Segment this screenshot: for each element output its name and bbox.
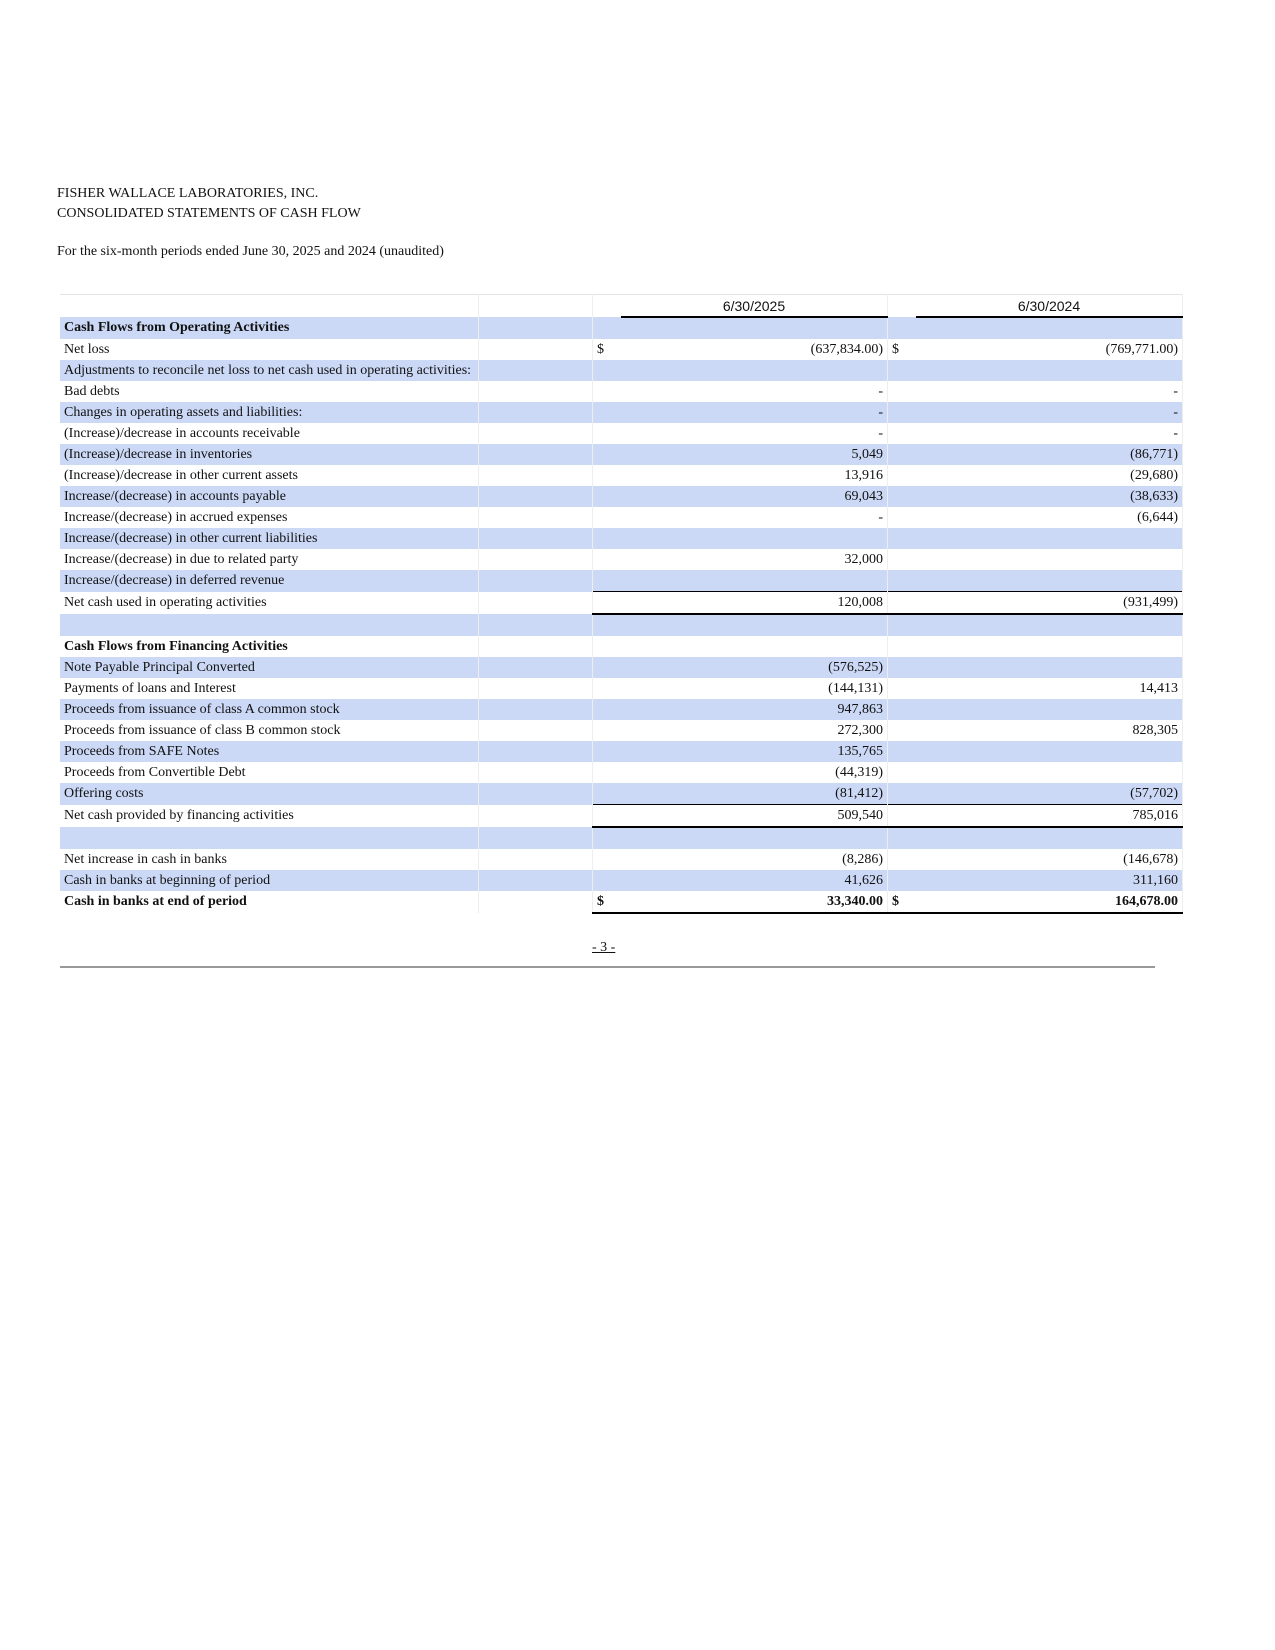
value-2024: - bbox=[916, 423, 1183, 444]
value-2025: - bbox=[621, 402, 888, 423]
currency-2024 bbox=[888, 636, 917, 657]
table-row bbox=[60, 528, 1183, 549]
value-2025 bbox=[621, 528, 888, 549]
row-label: Adjustments to reconcile net loss to net cash used in operating activities: bbox=[60, 360, 479, 381]
currency-2024 bbox=[888, 741, 917, 762]
spacer-cell bbox=[479, 636, 593, 657]
row-label: Offering costs bbox=[60, 783, 479, 805]
value-2024: (931,499) bbox=[916, 592, 1183, 615]
row-label: (Increase)/decrease in inventories bbox=[60, 444, 479, 465]
value-2024 bbox=[916, 614, 1183, 636]
currency-2024 bbox=[888, 805, 917, 828]
currency-2024: $ bbox=[888, 891, 917, 913]
value-2024: 828,305 bbox=[916, 720, 1183, 741]
currency-2024 bbox=[888, 570, 917, 592]
table-row bbox=[60, 762, 1183, 783]
column-header-2025: 6/30/2025 bbox=[621, 295, 888, 318]
value-2025 bbox=[621, 317, 888, 339]
value-2024 bbox=[916, 360, 1183, 381]
table-row bbox=[60, 381, 1183, 402]
row-label: (Increase)/decrease in other current assets bbox=[60, 465, 479, 486]
value-2025: 135,765 bbox=[621, 741, 888, 762]
currency-2025 bbox=[593, 549, 622, 570]
value-2024: 311,160 bbox=[916, 870, 1183, 891]
table-row bbox=[60, 870, 1183, 891]
value-2025: 33,340.00 bbox=[621, 891, 888, 913]
value-2024 bbox=[916, 528, 1183, 549]
currency-2025 bbox=[593, 849, 622, 870]
cash-flow-table bbox=[60, 294, 1183, 914]
currency-2024 bbox=[888, 444, 917, 465]
currency-2024 bbox=[888, 678, 917, 699]
currency-2024 bbox=[888, 762, 917, 783]
currency-2024: $ bbox=[892, 341, 899, 357]
currency-2025 bbox=[593, 699, 622, 720]
row-label: Proceeds from issuance of class A common stock bbox=[60, 699, 479, 720]
value-2025 bbox=[621, 570, 888, 592]
currency-2025 bbox=[593, 317, 622, 339]
currency-2025 bbox=[593, 614, 622, 636]
row-label: Increase/(decrease) in due to related party bbox=[60, 549, 479, 570]
page-divider bbox=[60, 966, 1155, 968]
value-2025 bbox=[621, 614, 888, 636]
spacer-cell bbox=[479, 827, 593, 849]
currency-2024 bbox=[888, 507, 917, 528]
table-row bbox=[60, 317, 1183, 339]
table-row bbox=[60, 678, 1183, 699]
value-2024 bbox=[916, 636, 1183, 657]
spacer-cell bbox=[479, 339, 593, 360]
value-2024 bbox=[916, 549, 1183, 570]
currency-2025: $ bbox=[593, 891, 622, 913]
currency-2024 bbox=[888, 381, 917, 402]
currency-2025 bbox=[593, 805, 622, 828]
spacer-cell bbox=[479, 614, 593, 636]
currency-2025 bbox=[593, 741, 622, 762]
table-row bbox=[60, 827, 1183, 849]
row-label: Bad debts bbox=[60, 381, 479, 402]
row-label: Increase/(decrease) in accrued expenses bbox=[60, 507, 479, 528]
spacer-cell bbox=[479, 592, 593, 615]
value-2024: (146,678) bbox=[916, 849, 1183, 870]
value-2025: 272,300 bbox=[621, 720, 888, 741]
table-row bbox=[60, 549, 1183, 570]
spacer-cell bbox=[479, 465, 593, 486]
value-2024 bbox=[916, 827, 1183, 849]
value-2025: - bbox=[621, 423, 888, 444]
value-2025: 947,863 bbox=[621, 699, 888, 720]
currency-2025 bbox=[593, 423, 622, 444]
spacer-cell bbox=[479, 891, 593, 913]
spacer-cell bbox=[479, 849, 593, 870]
currency-2024 bbox=[888, 614, 917, 636]
table-row bbox=[60, 741, 1183, 762]
value-2024: (6,644) bbox=[916, 507, 1183, 528]
table-row bbox=[60, 805, 1183, 828]
table-row bbox=[60, 891, 1183, 913]
spacer-cell bbox=[479, 507, 593, 528]
row-label: Note Payable Principal Converted bbox=[60, 657, 479, 678]
row-label bbox=[60, 827, 479, 849]
row-label: Cash Flows from Financing Activities bbox=[60, 636, 479, 657]
currency-2024 bbox=[888, 423, 917, 444]
currency-2025 bbox=[593, 465, 622, 486]
spacer-cell bbox=[479, 699, 593, 720]
value-2024 bbox=[916, 657, 1183, 678]
currency-2025 bbox=[593, 657, 622, 678]
spacer-cell bbox=[479, 381, 593, 402]
spacer-cell bbox=[479, 870, 593, 891]
spacer-cell bbox=[479, 317, 593, 339]
column-header-2024: 6/30/2024 bbox=[916, 295, 1183, 318]
value-2025: 69,043 bbox=[621, 486, 888, 507]
table-row bbox=[60, 570, 1183, 592]
value-2024: (57,702) bbox=[916, 783, 1183, 805]
row-label: Net cash used in operating activities bbox=[60, 592, 479, 615]
table-row bbox=[60, 423, 1183, 444]
row-label: (Increase)/decrease in accounts receivable bbox=[60, 423, 479, 444]
table-row bbox=[60, 657, 1183, 678]
currency-2024 bbox=[888, 699, 917, 720]
row-label: Changes in operating assets and liabilities: bbox=[60, 402, 479, 423]
value-2024: - bbox=[916, 381, 1183, 402]
currency-2025 bbox=[593, 486, 622, 507]
currency-2024 bbox=[888, 592, 917, 615]
currency-2024 bbox=[888, 783, 917, 805]
value-2025: (576,525) bbox=[621, 657, 888, 678]
table-row bbox=[60, 507, 1183, 528]
column-header-row bbox=[60, 295, 1183, 318]
spacer-cell bbox=[479, 570, 593, 592]
spacer-cell bbox=[479, 423, 593, 444]
value-2025: 32,000 bbox=[621, 549, 888, 570]
company-name: FISHER WALLACE LABORATORIES, INC. bbox=[57, 186, 319, 201]
value-2025 bbox=[621, 636, 888, 657]
row-label: Net increase in cash in banks bbox=[60, 849, 479, 870]
row-label: Proceeds from issuance of class B common stock bbox=[60, 720, 479, 741]
value-2024 bbox=[916, 741, 1183, 762]
table-row bbox=[60, 402, 1183, 423]
row-label: Increase/(decrease) in accounts payable bbox=[60, 486, 479, 507]
spacer-cell bbox=[479, 783, 593, 805]
value-2024: (38,633) bbox=[916, 486, 1183, 507]
currency-2024 bbox=[888, 657, 917, 678]
table-row bbox=[60, 486, 1183, 507]
value-2025: 41,626 bbox=[621, 870, 888, 891]
page-number: - 3 - bbox=[592, 940, 616, 955]
row-label: Cash in banks at beginning of period bbox=[60, 870, 479, 891]
value-2024: (29,680) bbox=[916, 465, 1183, 486]
value-2024: - bbox=[916, 402, 1183, 423]
spacer-cell bbox=[479, 549, 593, 570]
currency-2025 bbox=[593, 720, 622, 741]
row-label: Increase/(decrease) in other current liabilities bbox=[60, 528, 479, 549]
row-label: Proceeds from SAFE Notes bbox=[60, 741, 479, 762]
currency-2025 bbox=[593, 870, 622, 891]
currency-2025 bbox=[593, 570, 622, 592]
spacer-cell bbox=[479, 678, 593, 699]
statement-title: CONSOLIDATED STATEMENTS OF CASH FLOW bbox=[57, 206, 361, 221]
value-2025: (81,412) bbox=[621, 783, 888, 805]
value-2024: (769,771.00) bbox=[916, 339, 1183, 360]
value-2025: 5,049 bbox=[621, 444, 888, 465]
currency-2024 bbox=[888, 486, 917, 507]
currency-2025 bbox=[593, 592, 622, 615]
value-2025: 509,540 bbox=[621, 805, 888, 828]
currency-2024 bbox=[888, 465, 917, 486]
row-label: Payments of loans and Interest bbox=[60, 678, 479, 699]
table-row bbox=[60, 465, 1183, 486]
currency-2025 bbox=[593, 827, 622, 849]
currency-2024 bbox=[888, 402, 917, 423]
value-2024 bbox=[916, 570, 1183, 592]
value-2025: (144,131) bbox=[621, 678, 888, 699]
table-row bbox=[60, 444, 1183, 465]
spacer-cell bbox=[479, 528, 593, 549]
value-2025: 120,008 bbox=[621, 592, 888, 615]
currency-2024 bbox=[888, 360, 917, 381]
spacer-cell bbox=[479, 762, 593, 783]
value-2025: (44,319) bbox=[621, 762, 888, 783]
value-2024: 164,678.00 bbox=[916, 891, 1183, 913]
currency-2025 bbox=[593, 507, 622, 528]
currency-2025 bbox=[593, 360, 622, 381]
value-2025: 13,916 bbox=[621, 465, 888, 486]
row-label: Increase/(decrease) in deferred revenue bbox=[60, 570, 479, 592]
currency-2025 bbox=[593, 381, 622, 402]
value-2025 bbox=[621, 360, 888, 381]
table-row bbox=[60, 592, 1183, 615]
spacer-cell bbox=[479, 657, 593, 678]
currency-2024 bbox=[888, 317, 917, 339]
spacer-cell bbox=[479, 444, 593, 465]
table-row bbox=[60, 849, 1183, 870]
currency-2024 bbox=[888, 870, 917, 891]
currency-2025: $ bbox=[597, 341, 604, 357]
currency-2024 bbox=[888, 528, 917, 549]
spacer-cell bbox=[479, 486, 593, 507]
row-label: Net loss bbox=[60, 339, 479, 360]
value-2024 bbox=[916, 699, 1183, 720]
currency-2024 bbox=[888, 849, 917, 870]
period-description: For the six-month periods ended June 30, 2025 and 2024 (unaudited) bbox=[57, 244, 444, 259]
value-2024: 785,016 bbox=[916, 805, 1183, 828]
spacer-cell bbox=[479, 741, 593, 762]
value-2025: - bbox=[621, 381, 888, 402]
row-label: Cash Flows from Operating Activities bbox=[60, 317, 479, 339]
currency-2025 bbox=[593, 444, 622, 465]
row-label: Proceeds from Convertible Debt bbox=[60, 762, 479, 783]
value-2025 bbox=[621, 827, 888, 849]
spacer-cell bbox=[479, 360, 593, 381]
currency-2025 bbox=[593, 402, 622, 423]
currency-2025 bbox=[593, 636, 622, 657]
row-label bbox=[60, 614, 479, 636]
value-2024: (86,771) bbox=[916, 444, 1183, 465]
table-row bbox=[60, 720, 1183, 741]
currency-2024 bbox=[888, 549, 917, 570]
value-2025: - bbox=[621, 507, 888, 528]
table-row bbox=[60, 360, 1183, 381]
value-2024 bbox=[916, 317, 1183, 339]
table-row bbox=[60, 339, 1183, 360]
value-2025: (637,834.00) bbox=[621, 339, 888, 360]
currency-2025 bbox=[593, 528, 622, 549]
value-2025: (8,286) bbox=[621, 849, 888, 870]
currency-2025 bbox=[593, 762, 622, 783]
currency-2025 bbox=[593, 678, 622, 699]
currency-2024 bbox=[888, 827, 917, 849]
value-2024: 14,413 bbox=[916, 678, 1183, 699]
spacer-cell bbox=[479, 805, 593, 828]
table-row bbox=[60, 783, 1183, 805]
table-row bbox=[60, 636, 1183, 657]
spacer-cell bbox=[479, 402, 593, 423]
table-row bbox=[60, 614, 1183, 636]
row-label: Cash in banks at end of period bbox=[60, 891, 479, 913]
spacer-cell bbox=[479, 720, 593, 741]
table-row bbox=[60, 699, 1183, 720]
currency-2024 bbox=[888, 720, 917, 741]
row-label: Net cash provided by financing activities bbox=[60, 805, 479, 828]
value-2024 bbox=[916, 762, 1183, 783]
currency-2025 bbox=[593, 783, 622, 805]
